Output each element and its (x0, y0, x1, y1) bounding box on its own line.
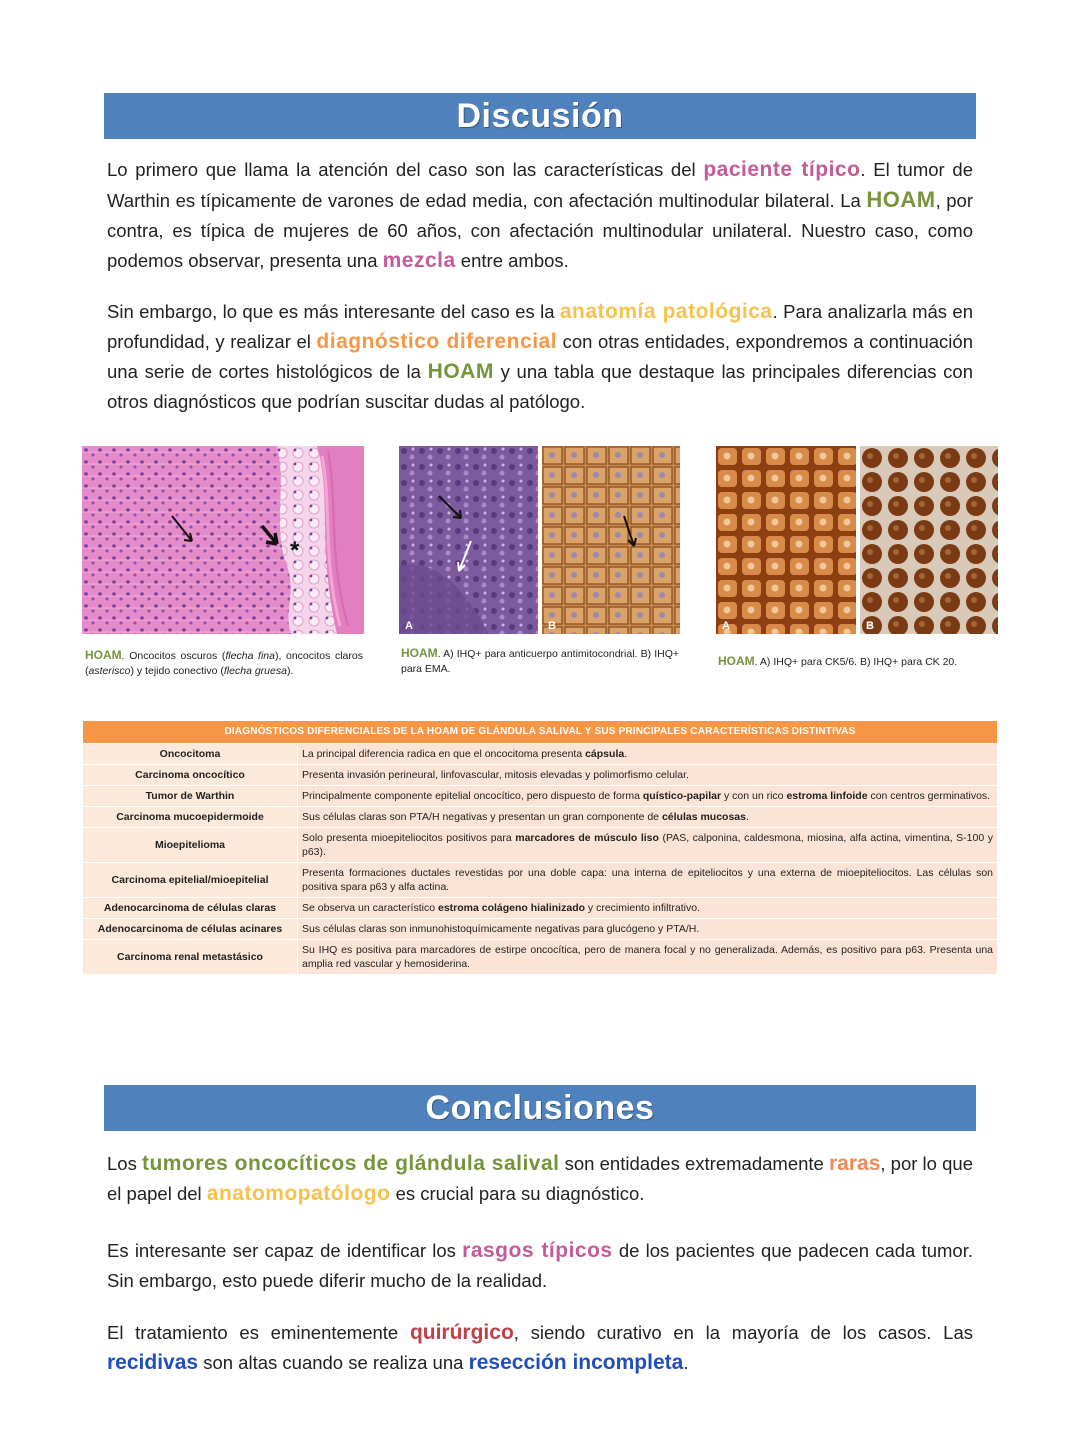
discusion-paragraph-2 (107, 297, 973, 417)
entity-cell: Adenocarcinoma de células acinares (83, 919, 298, 940)
text: . (683, 1352, 689, 1373)
caption-hoam: HOAM (85, 648, 122, 662)
differential-diagnosis-table (82, 720, 998, 975)
entity-cell: Oncocitoma (83, 744, 298, 765)
conclusiones-paragraph-1 (107, 1149, 973, 1209)
highlight-raras: raras (828, 1152, 881, 1175)
text: El tratamiento es eminentemente (107, 1322, 410, 1343)
text: , por lo que el papel del (107, 1153, 973, 1204)
text: Sus células claras son PTA/H negativas y presentan un gran componente de (302, 811, 662, 823)
conclusiones-paragraph-3 (107, 1318, 973, 1378)
asterisk-marker: * (290, 537, 300, 564)
highlight-mezcla: mezcla (382, 249, 456, 272)
text: Los (107, 1153, 142, 1174)
text: ), oncocitos claros ( (85, 650, 363, 677)
table-row (83, 765, 998, 786)
figure-1-caption (85, 648, 363, 679)
text: y crecimiento infiltrativo. (585, 902, 700, 914)
text: con centros germinativos. (867, 790, 991, 802)
text: ) y tejido conectivo ( (130, 665, 224, 677)
text: Su IHQ es positiva para marcadores de estirpe oncocítica, pero de manera focal y no generalizada. Además, es positivo para p63. Presenta una amplia red vascular y hemosiderina. (302, 944, 993, 970)
text: son altas cuando se realiza una (198, 1352, 469, 1373)
figure-3-caption (718, 654, 998, 670)
text: son entidades extremadamente (559, 1153, 829, 1174)
text: células mucosas (661, 811, 746, 823)
caption-hoam: HOAM (401, 646, 438, 660)
panel-label-a: A (405, 620, 413, 632)
text: . Para analizarla más en profundidad, y realizar el (107, 301, 973, 352)
entity-cell: Carcinoma mucoepidermoide (83, 807, 298, 828)
panel-label-b: B (548, 620, 556, 632)
text: Es interesante ser capaz de identificar los (107, 1240, 463, 1261)
description-cell (298, 765, 998, 786)
description-cell (298, 940, 998, 975)
highlight-tumores-oncociticos: tumores oncocíticos de glándula salival (141, 1152, 560, 1175)
highlight-hoam: HOAM (427, 360, 494, 383)
table-row (83, 898, 998, 919)
text: . (624, 748, 628, 760)
ihq-ck20-image (860, 446, 998, 634)
conclusiones-paragraph-2 (107, 1236, 973, 1296)
text: con otras entidades, expondremos a continuación una serie de cortes histológicos de la (107, 331, 973, 382)
text: . A) IHQ+ para anticuerpo antimitocondrial. B) IHQ+ para EMA. (401, 648, 679, 675)
figure-2-caption (401, 646, 679, 677)
conclusiones-title: Conclusiones (425, 1089, 655, 1127)
text: Sus células claras son inmunohistoquímicamente negativas para glucógeno y PTA/H. (302, 923, 700, 935)
highlight-diagnostico-diferencial: diagnóstico diferencial (316, 330, 558, 353)
text: estroma linfoide (786, 790, 868, 802)
description-cell (298, 863, 998, 898)
text: ). (286, 665, 294, 677)
panel-label-b: B (866, 620, 874, 632)
entity-cell: Carcinoma renal metastásico (83, 940, 298, 975)
highlight-rasgos-tipicos: rasgos típicos (462, 1239, 613, 1262)
table-row (83, 940, 998, 975)
panel-label-a: A (722, 620, 730, 632)
text: Presenta invasión perineural, linfovascular, mitosis elevadas y polimorfismo celular. (302, 769, 689, 781)
text: es crucial para su diagnóstico. (390, 1183, 645, 1204)
entity-cell: Carcinoma epitelial/mioepitelial (83, 863, 298, 898)
text: Lo primero que llama la atención del caso son las características del (107, 159, 704, 180)
text: y una tabla que destaque las principales diferencias con otros diagnósticos que podrían suscitar dudas al patólogo. (107, 361, 974, 412)
discusion-paragraph-1 (107, 155, 973, 276)
text: marcadores de músculo liso (515, 832, 659, 844)
text: , por contra, es típica de mujeres de 60 años, con afectación multinodular unilateral. Nuestro caso, como podemos observar, presenta una (107, 190, 973, 271)
text: . Oncocitos oscuros ( (121, 650, 226, 662)
table-row (83, 863, 998, 898)
table-row (83, 786, 998, 807)
text: de los pacientes que padecen cada tumor. Sin embargo, esto puede diferir mucho de la realidad. (107, 1240, 973, 1291)
highlight-reseccion-incompleta: resección incompleta (468, 1351, 684, 1374)
entity-cell: Carcinoma oncocítico (83, 765, 298, 786)
ihq-ema-image (542, 446, 680, 634)
highlight-anatomia-patologica: anatomía patológica (559, 300, 773, 323)
discusion-title: Discusión (456, 97, 624, 135)
table-row (83, 828, 998, 863)
entity-cell: Mioepitelioma (83, 828, 298, 863)
description-cell (298, 898, 998, 919)
table-row (83, 919, 998, 940)
caption-hoam: HOAM (718, 654, 755, 668)
text: flecha gruesa (223, 665, 287, 677)
table-header: DIAGNÓSTICOS DIFERENCIALES DE LA HOAM DE GLÁNDULA SALIVAL Y SUS PRINCIPALES CARACTERÍSTICAS DISTINTIVAS (83, 721, 998, 744)
text: flecha fina (225, 650, 275, 662)
text: entre ambos. (455, 250, 569, 271)
text: asterisco (88, 665, 131, 677)
conclusiones-banner (104, 1085, 976, 1131)
table-row (83, 807, 998, 828)
highlight-anatomopatologo: anatomopatólogo (206, 1182, 391, 1205)
he-histology-image (82, 446, 364, 634)
description-cell (298, 744, 998, 765)
text: Principalmente componente epitelial oncocítico, pero dispuesto de forma (302, 790, 643, 802)
ihq-ck56-image (716, 446, 856, 634)
text: , siendo curativo en la mayoría de los casos. Las (513, 1322, 973, 1343)
text: cápsula (585, 748, 625, 760)
text: . A) IHQ+ para CK5/6. B) IHQ+ para CK 20. (754, 656, 958, 668)
description-cell (298, 807, 998, 828)
text: y con un rico (721, 790, 787, 802)
text: (PAS, calponina, caldesmona, miosina, alfa actina, vimentina, S-100 y p63). (302, 832, 993, 858)
text: Sin embargo, lo que es más interesante del caso es la (107, 301, 560, 322)
highlight-hoam: HOAM (866, 187, 936, 212)
table-header-row (83, 721, 998, 744)
highlight-recidivas: recidivas (107, 1351, 199, 1374)
text: . (745, 811, 749, 823)
description-cell (298, 919, 998, 940)
ihq-antimitocondrial-image (399, 446, 538, 634)
discusion-banner (104, 93, 976, 139)
entity-cell: Tumor de Warthin (83, 786, 298, 807)
text: La principal diferencia radica en que el oncocitoma presenta (302, 748, 586, 760)
description-cell (298, 828, 998, 863)
entity-cell: Adenocarcinoma de células claras (83, 898, 298, 919)
text: estroma colágeno hialinizado (437, 902, 586, 914)
text: Solo presenta mioepiteliocitos positivos para (302, 832, 516, 844)
text: Se observa un característico (302, 902, 438, 914)
table-row (83, 744, 998, 765)
text: . El tumor de Warthin es típicamente de varones de edad media, con afectación multinodular bilateral. La (107, 159, 973, 211)
text: quístico-papilar (642, 790, 722, 802)
highlight-quirurgico: quirúrgico (409, 1321, 514, 1344)
text: Presenta formaciones ductales revestidas por una doble capa: una interna de epiteliocitos y una externa de mioepiteliocitos. Las células son positiva spara p63 y alfa actina. (302, 867, 993, 893)
description-cell (298, 786, 998, 807)
highlight-paciente-tipico: paciente típico (703, 158, 861, 181)
